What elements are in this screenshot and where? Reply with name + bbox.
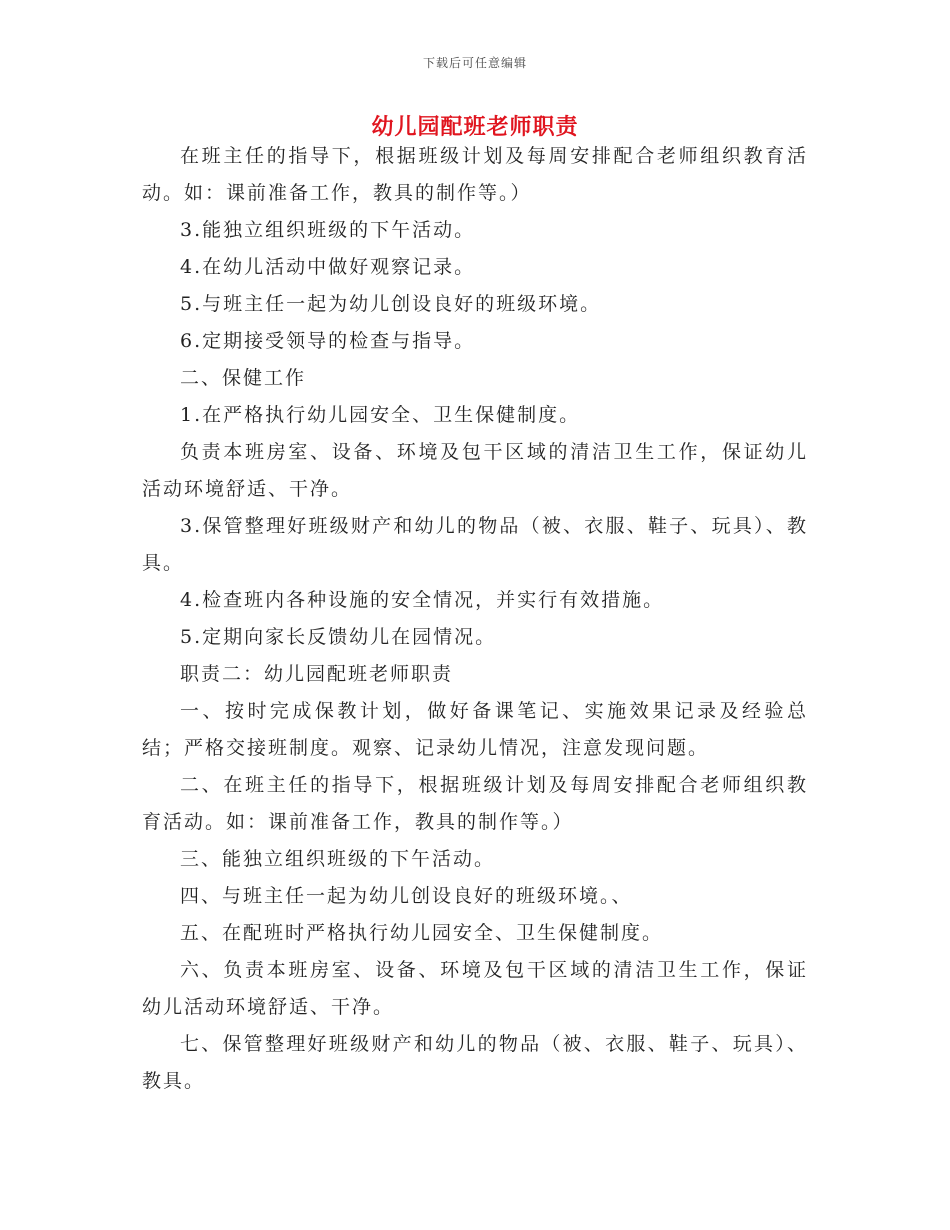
- paragraph: 3.能独立组织班级的下午活动。: [180, 219, 476, 241]
- paragraph: 1.在严格执行幼儿园安全、卫生保健制度。: [180, 404, 581, 426]
- paragraph: 3.保管整理好班级财产和幼儿的物品（被、衣服、鞋子、玩具）、教具。: [142, 515, 808, 574]
- section-heading: 二、保健工作: [180, 367, 307, 389]
- paragraph: 6.定期接受领导的检查与指导。: [180, 330, 476, 352]
- paragraph: 4.检查班内各种设施的安全情况，并实行有效措施。: [180, 589, 665, 611]
- document-body: [142, 138, 808, 1100]
- paragraph: 五、在配班时严格执行幼儿园安全、卫生保健制度。: [180, 922, 664, 944]
- document-title: 幼儿园配班老师职责: [371, 114, 579, 140]
- paragraph: 七、保管整理好班级财产和幼儿的物品（被、衣服、鞋子、玩具）、教具。: [142, 1033, 808, 1092]
- section-heading: 职责二：幼儿园配班老师职责: [180, 663, 454, 685]
- paragraph: 4.在幼儿活动中做好观察记录。: [180, 256, 476, 278]
- page-header: 下载后可任意编辑: [422, 56, 527, 70]
- paragraph: 四、与班主任一起为幼儿创设良好的班级环境。、: [180, 885, 633, 907]
- paragraph: 三、能独立组织班级的下午活动。: [180, 848, 496, 870]
- paragraph: 5.定期向家长反馈幼儿在园情况。: [180, 626, 497, 648]
- paragraph: 在班主任的指导下，根据班级计划及每周安排配合老师组织教育活动。如：课前准备工作，教具的制作等。）: [142, 145, 808, 204]
- paragraph: 二、在班主任的指导下，根据班级计划及每周安排配合老师组织教育活动。如：课前准备工作，教具的制作等。）: [142, 774, 808, 833]
- paragraph: 六、负责本班房室、设备、环境及包干区域的清洁卫生工作，保证幼儿活动环境舒适、干净。: [142, 959, 808, 1018]
- paragraph: 一、按时完成保教计划，做好备课笔记、实施效果记录及经验总结；严格交接班制度。观察、记录幼儿情况，注意发现问题。: [142, 700, 808, 759]
- paragraph: 负责本班房室、设备、环境及包干区域的清洁卫生工作，保证幼儿活动环境舒适、干净。: [142, 441, 808, 500]
- paragraph: 5.与班主任一起为幼儿创设良好的班级环境。: [180, 293, 602, 315]
